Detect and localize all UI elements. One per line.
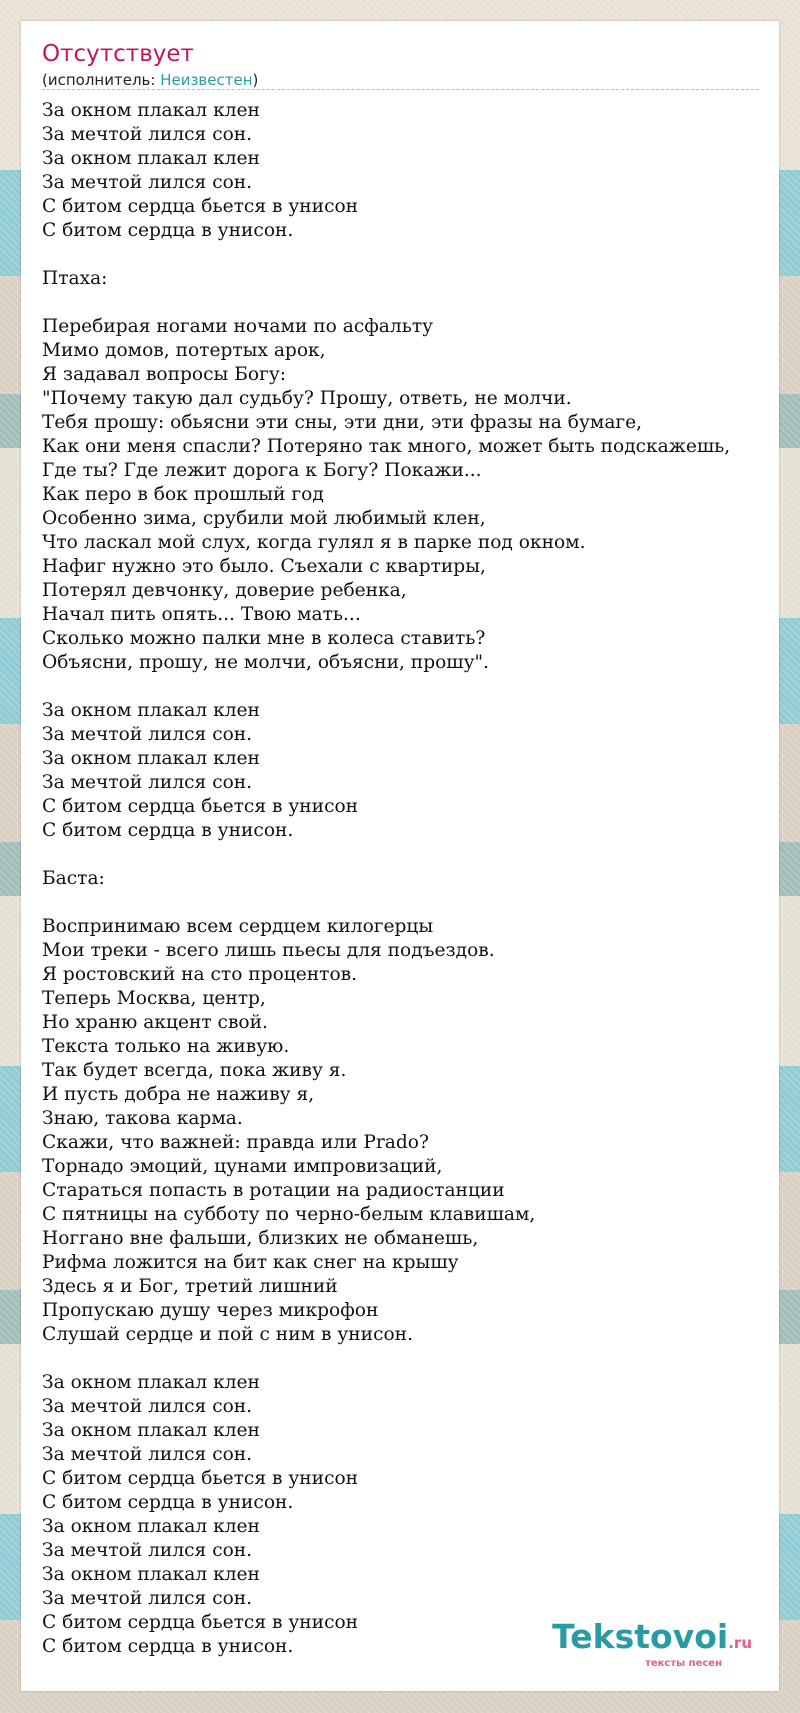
logo-domain: .ru	[728, 1634, 752, 1652]
artist-line	[42, 71, 258, 89]
logo-tagline: тексты песен	[645, 1658, 722, 1669]
site-logo[interactable]	[552, 1617, 752, 1669]
artist-link[interactable]: Неизвестен	[160, 71, 253, 89]
artist-prefix: (исполнитель:	[42, 71, 161, 89]
lyrics-text: За окном плакал клен За мечтой лился сон. За окном плакал клен За мечтой лился сон. С битом сердца бьется в унисон С битом сердца в унисон. Птаха: Перебирая ногами ночами по асфальту Мимо домов, потертых арок, Я задавал вопросы Богу: "Почему такую дал судьбу? Прошу, ответь, не молчи. Тебя прошу: обьясни эти сны, эти дни, эти фразы на бумаге, Как они меня спасли? Потеряно так много, может быть подскажешь, Где ты? Где лежит дорога к Богу? Покажи... Как перо в бок прошлый год Особенно зима, срубили мой любимый клен, Что ласкал мой слух, когда гулял я в парке под окном. Нафиг нужно это было. Съехали с квартиры, Потерял девчонку, доверие ребенка, Начал пить опять... Твою мать... Сколько можно палки мне в колеса ставить? Объясни, прошу, не молчи, объясни, прошу". За окном плакал клен За мечтой лился сон. За окном плакал клен За мечтой лился сон. С битом сердца бьется в унисон С битом сердца в унисон. Баста: Воспринимаю всем сердцем килогерцы Мои треки - всего лишь пьесы для подъездов. Я ростовский на сто процентов. Теперь Москва, центр, Но храню акцент свой. Текста только на живую. Так будет всегда, пока живу я. И пусть добра не наживу я, Знаю, такова карма. Скажи, что важней: правда или Prado? Торнадо эмоций, цунами импровизаций, Стараться попасть в ротации на радиостанции С пятницы на субботу по черно-белым клавишам, Ноггано вне фальши, близких не обманешь, Рифма ложится на бит как снег на крышу Здесь я и Бог, третий лишний Пропускаю душу через микрофон Слушай сердце и пой с ним в унисон. За окном плакал клен За мечтой лился сон. За окном плакал клен За мечтой лился сон. С битом сердца бьется в унисон С битом сердца в унисон. За окном плакал клен За мечтой лился сон. За окном плакал клен За мечтой лился сон. С битом сердца бьется в унисон С битом сердца в унисон.	[42, 100, 731, 1657]
lyrics-card	[21, 21, 779, 1691]
artist-suffix: )	[252, 71, 259, 89]
title-divider	[42, 89, 759, 90]
song-title: Отсутствует	[42, 41, 194, 67]
logo-name: Tekstovoi	[552, 1617, 729, 1656]
